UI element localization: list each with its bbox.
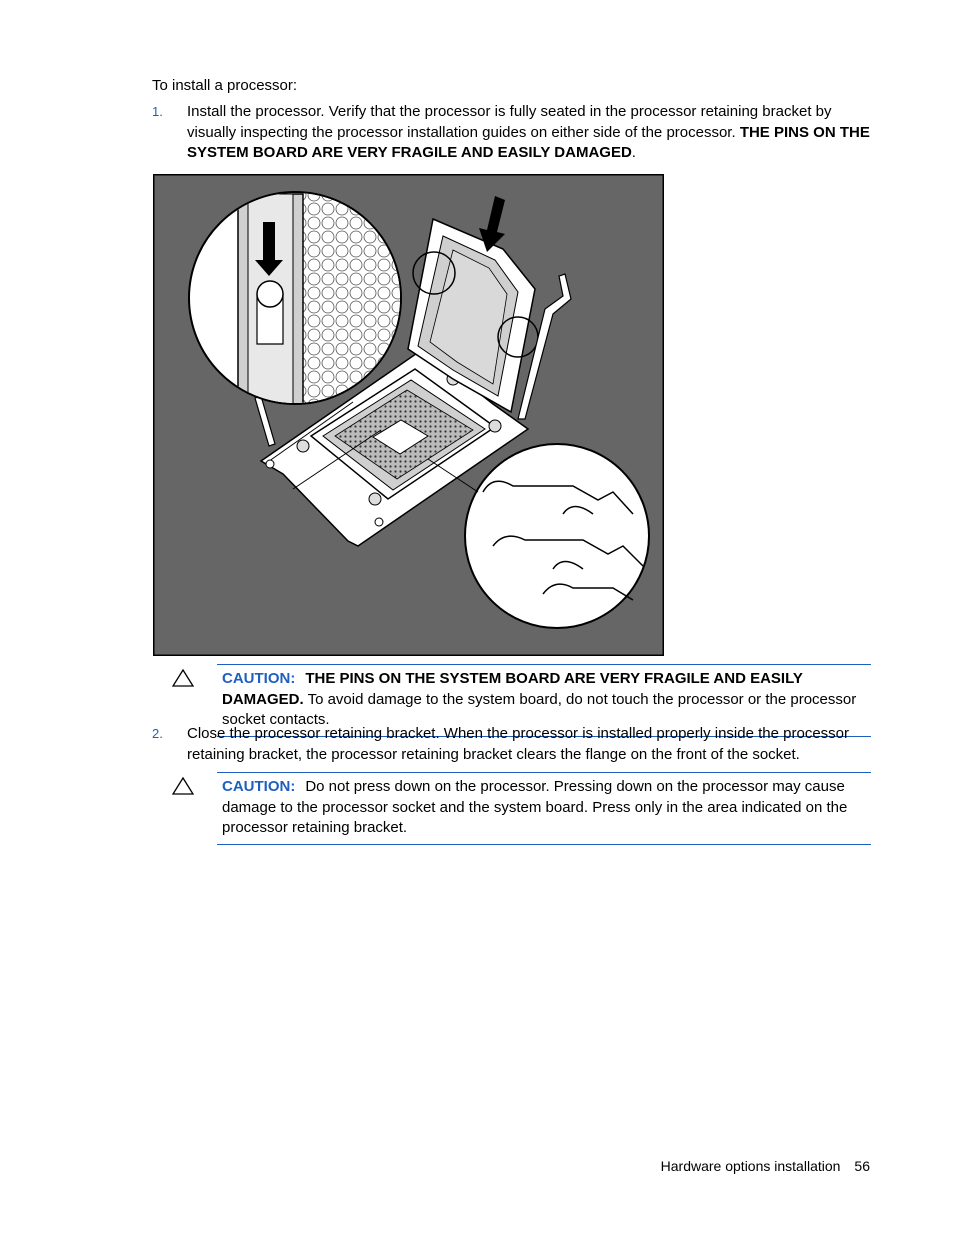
caution-emphasis: THE PINS ON THE SYSTEM BOARD ARE VERY FRAGILE AND EASILY DAMAGED. bbox=[222, 670, 803, 708]
processor-install-figure bbox=[153, 174, 664, 656]
caution-text bbox=[217, 772, 871, 845]
caution-label: CAUTION: bbox=[222, 670, 296, 687]
caution-triangle-icon bbox=[172, 668, 194, 688]
page-footer bbox=[661, 1158, 870, 1174]
caution-label: CAUTION: bbox=[222, 778, 296, 795]
step-2 bbox=[152, 724, 872, 765]
step-text: Install the processor. Verify that the processor is fully seated in the processor retaining bracket by visually inspecting the processor installation guides on either side of the processor. bbox=[187, 103, 832, 141]
step-trailing: . bbox=[631, 144, 636, 161]
caution-body: To avoid damage to the system board, do not touch the processor or the processor socket contacts. bbox=[222, 690, 857, 728]
step-number: 2. bbox=[152, 726, 163, 741]
step-emphasis: THE PINS ON THE SYSTEM BOARD ARE VERY FRAGILE AND EASILY DAMAGED bbox=[187, 123, 870, 161]
caution-triangle-icon bbox=[172, 776, 194, 796]
intro-text: To install a processor: bbox=[152, 77, 298, 94]
step-1 bbox=[152, 102, 872, 164]
step-body bbox=[187, 102, 872, 164]
page-number: 56 bbox=[854, 1158, 870, 1174]
caution-body: Do not press down on the processor. Pressing down on the processor may cause damage to the processor socket and the system board. Press only in the area indicated on the processor retaining bracket. bbox=[222, 778, 848, 836]
step-body: Close the processor retaining bracket. When the processor is installed properly inside the processor retaining bracket, the processor retaining bracket clears the flange on the front of the socket. bbox=[187, 725, 849, 763]
step-number: 1. bbox=[152, 104, 163, 119]
footer-section: Hardware options installation bbox=[660, 1158, 841, 1174]
